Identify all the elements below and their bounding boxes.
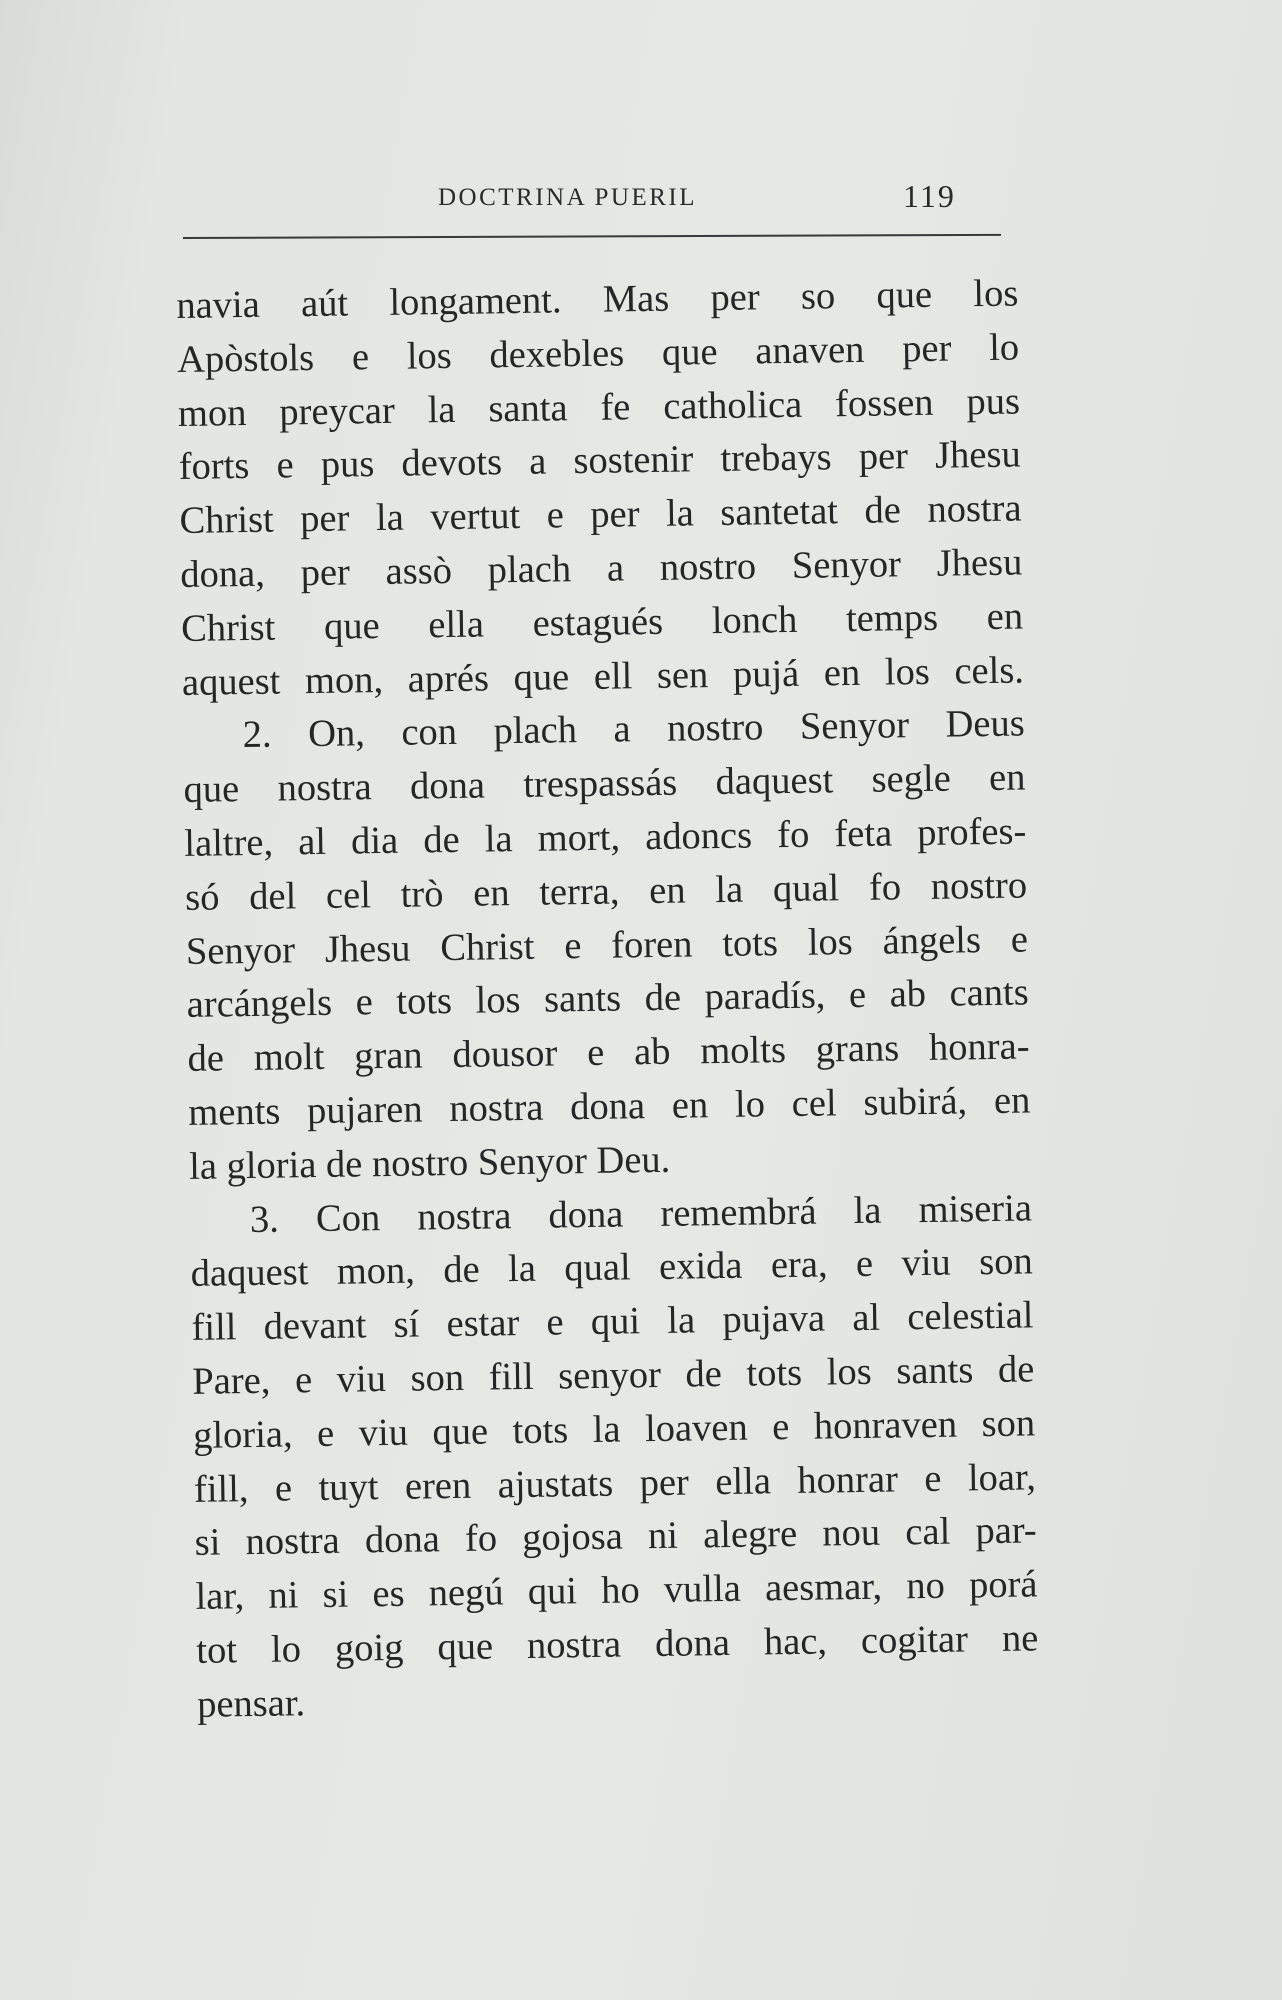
text-line: fill devant sí estar e qui la pujava al celestial: [191, 1294, 1034, 1350]
text-line: gloria, e viu que tots la loaven e honraven son: [192, 1402, 1036, 1457]
text-line: dona, per assò plach a nostro Senyor Jhesu: [180, 541, 1023, 596]
text-line: lar, ni si es negú qui ho vulla aesmar, no porá: [195, 1563, 1038, 1618]
text-line: navia aút longament. Mas per so que los: [176, 272, 1019, 327]
text-line: laltre, al dia de la mort, adoncs fo feta profes-: [184, 810, 1027, 865]
text-line: mon preycar la santa fe catholica fossen pus: [177, 380, 1021, 435]
text-line: fill, e tuyt eren ajustats per ella honrar e loar,: [193, 1455, 1037, 1511]
text-line: ments pujaren nostra dona en lo cel subirá, en: [188, 1079, 1031, 1134]
text-line: Christ que ella estagués lonch temps en: [180, 595, 1024, 650]
text-line: de molt gran dousor e ab molts grans honra-: [187, 1025, 1030, 1081]
text-line: Christ per la vertut e per la santetat de nostra: [179, 487, 1022, 543]
paragraph-2-start: 2. On, con plach a nostro Senyor Deus: [242, 702, 1025, 757]
text-line: que nostra dona trespassás daquest segle en: [183, 756, 1026, 812]
text-line: Apòstols e los dexebles que anaven per lo: [176, 326, 1020, 381]
text-line: Pare, e viu son fill senyor de tots los sants de: [192, 1348, 1035, 1403]
text-line: arcángels e tots los sants de paradís, e ab cants: [186, 971, 1029, 1027]
paragraph-end-line: la gloria de nostro Senyor Deu.: [188, 1138, 671, 1188]
text-line: forts e pus devots a sostenir trebays per Jhesu: [178, 433, 1021, 489]
paragraph-3-start: 3. Con nostra dona remembrá la miseria: [249, 1186, 1033, 1241]
text-line: tot lo goig que nostra dona hac, cogitar ne: [196, 1617, 1039, 1672]
paragraph-end-line: pensar.: [196, 1681, 306, 1726]
text-line: Senyor Jhesu Christ e foren tots los ángels e: [185, 918, 1029, 973]
running-title: DOCTRINA PUERIL: [438, 184, 698, 211]
text-line: si nostra dona fo gojosa ni alegre nou cal par-: [194, 1509, 1037, 1565]
text-line: daquest mon, de la qual exida era, e viu son: [190, 1240, 1033, 1296]
body-text: [176, 268, 1039, 1733]
text-line: aquest mon, aprés que ell sen pujá en los cels.: [181, 649, 1025, 704]
page-number: 119: [903, 178, 956, 214]
header-rule: [183, 234, 1001, 239]
text-line: só del cel trò en terra, en la qual fo nostro: [184, 864, 1028, 919]
running-header: [183, 178, 1001, 228]
